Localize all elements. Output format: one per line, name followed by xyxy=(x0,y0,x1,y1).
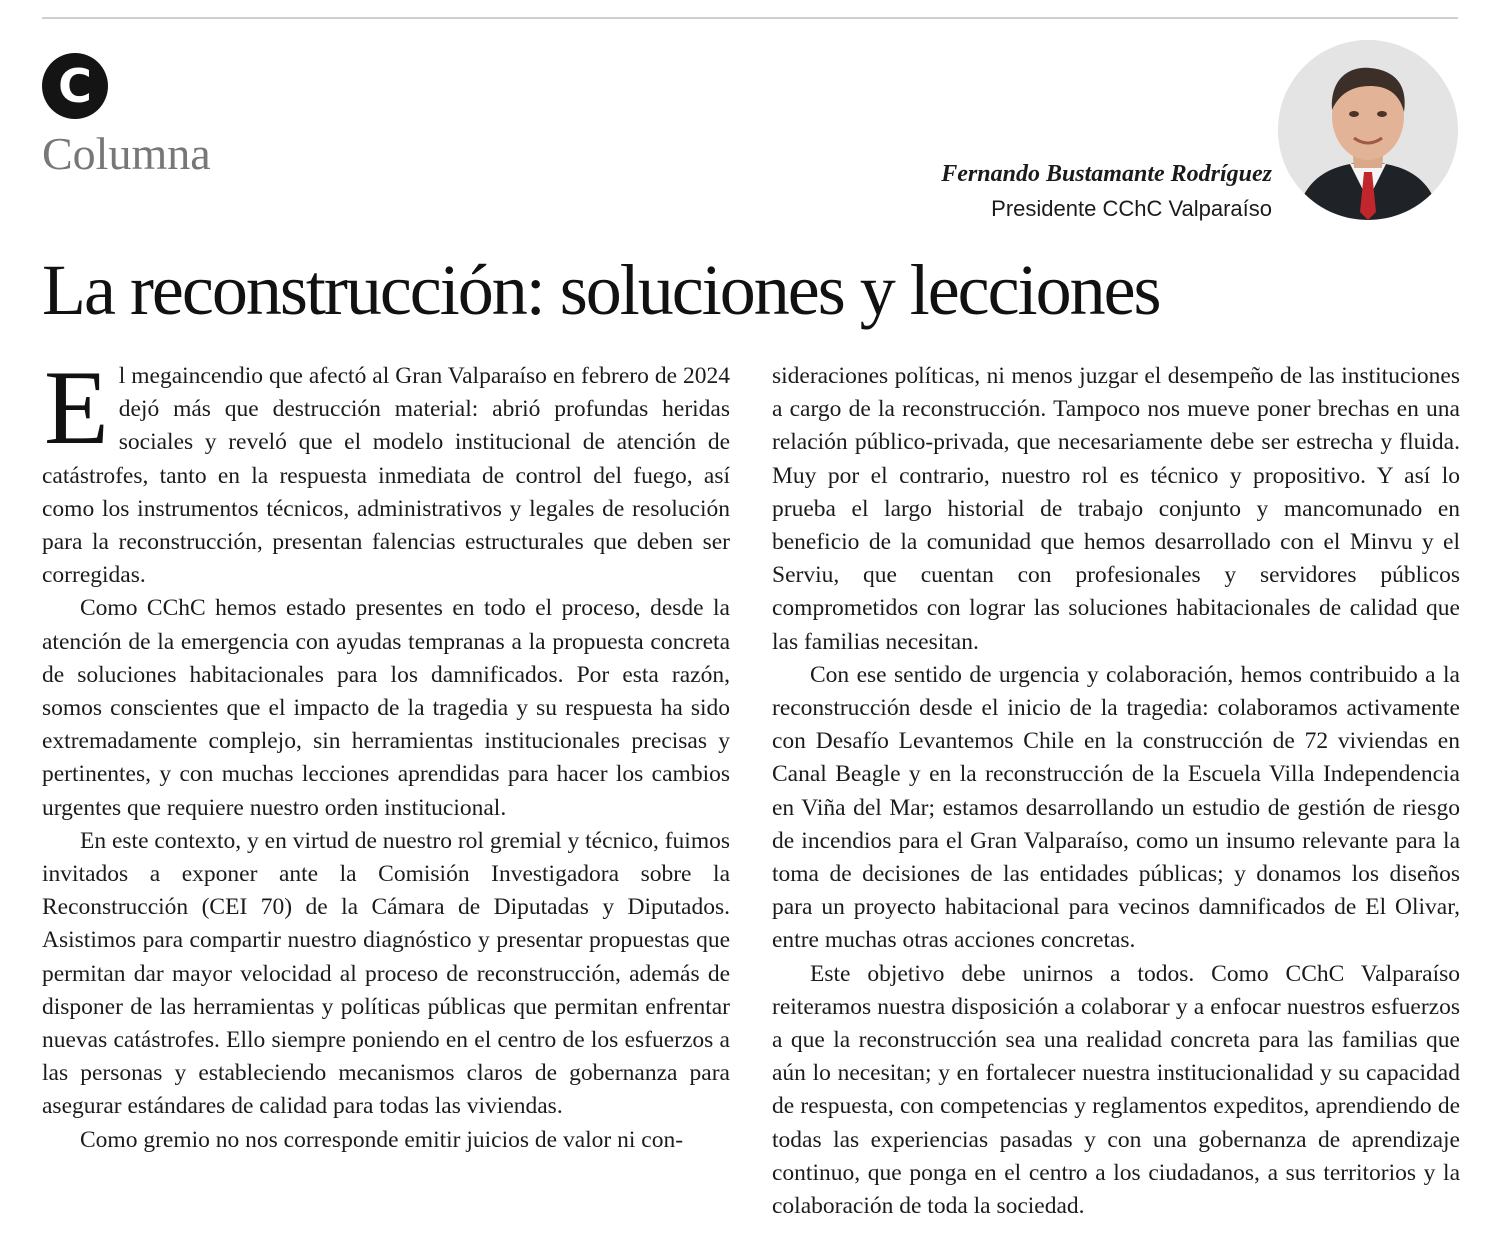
paragraph-4-end: sideraciones políticas, ni menos juzgar el desempeño de las instituciones a cargo de la reconstrucción. Tampoco nos mueve poner brechas en una relación público-privada, que necesariamente debe ser estrecha y fluida. Muy por el contrario, nuestro rol es técnico y propositivo. Y así lo prueba el largo historial de trabajo conjunto y mancomunado en beneficio de la comunidad que hemos desarrollado con el Minvu y el Serviu, que cuentan con profesionales y servidores públicos comprometidos con lograr las soluciones habitacionales de calidad que las familias necesitan. xyxy=(772,363,1460,655)
author-name: Fernando Bustamante Rodríguez xyxy=(941,161,1272,187)
paragraph-6: Este objetivo debe unirnos a todos. Como CChC Valparaíso reiteramos nuestra disposición a colaborar y a enfocar nuestros esfuerzos a que la reconstrucción sea una realidad concreta para las familias que aún lo necesitan; y en fortalecer nuestra institucionalidad y su capacidad de respuesta, con competencias y reglamentos expeditos, aprendiendo de todas las experiencias pasadas y con una gobernanza de aprendizaje continuo, que ponga en el centro a los ciudadanos, a sus territorios y la colaboración de toda la sociedad. xyxy=(772,960,1460,1220)
author-role: Presidente CChC Valparaíso xyxy=(991,196,1272,221)
paragraph-4-start: Como gremio no nos corresponde emitir juicios de valor ni con- xyxy=(80,1126,684,1153)
author-photo xyxy=(1278,40,1458,220)
dropcap: E xyxy=(44,349,109,466)
paragraph-2: Como CChC hemos estado presentes en todo el proceso, desde la atención de la emergencia con ayudas tempranas a la propuesta concreta de soluciones habitacionales para los damnificados. Por esta razón, somos conscientes que el impacto de la tragedia y su respuesta ha sido extremadamente complejo, sin herramientas institucionales precisas y pertinentes, y con muchas lecciones aprendidas para hacer los cambios urgentes que requiere nuestro orden institucional. xyxy=(42,595,730,821)
paragraph-3: En este contexto, y en virtud de nuestro rol gremial y técnico, fuimos invitados a exponer ante la Comisión Investigadora sobre la Reconstrucción (CEI 70) de la Cámara de Diputadas y Diputados. Asistimos para compartir nuestro diagnóstico y presentar propuestas que permitan dar mayor velocidad al proceso de reconstrucción, además de disponer de las herramientas y políticas públicas que permitan enfrentar nuevas catástrofes. Ello siempre poniendo en el centro de los esfuerzos a las personas y estableciendo mecanismos claros de gobernanza para asegurar estándares de calidad para todas las viviendas. xyxy=(42,827,730,1120)
headline: La reconstrucción: soluciones y lecciones xyxy=(42,250,1160,330)
article-column-left xyxy=(42,349,730,1157)
paragraph-1 xyxy=(42,349,730,592)
article-column-right xyxy=(772,360,1460,1223)
section-label: Columna xyxy=(42,128,211,179)
section-badge-icon: C xyxy=(42,53,108,119)
portrait-icon xyxy=(1278,40,1458,220)
paragraph-1-text: l megaincendio que afectó al Gran Valparaíso en febrero de 2024 dejó más que destrucción material: abrió profundas heridas sociales y reveló que el modelo institucional de atención de catástrofes, tanto en la respuesta inmediata de control del fuego, así como los instrumentos técnicos, administrativos y legales de resolución para la reconstrucción, presentan falencias estructurales que deben ser corregidas. xyxy=(42,363,730,589)
top-rule xyxy=(42,17,1458,19)
paragraph-5: Con ese sentido de urgencia y colaboración, hemos contribuido a la reconstrucción desde el inicio de la tragedia: colaboramos activamente con Desafío Levantemos Chile en la construcción de 72 viviendas en Canal Beagle y en la reconstrucción de la Escuela Villa Independencia en Viña del Mar; estamos desarrollando un estudio de gestión de riesgo de incendios para el Gran Valparaíso, como un insumo relevante para la toma de decisiones de las entidades públicas; y donamos los diseños para un proyecto habitacional para vecinos damnificados de El Olivar, entre muchas otras acciones concretas. xyxy=(772,661,1460,954)
